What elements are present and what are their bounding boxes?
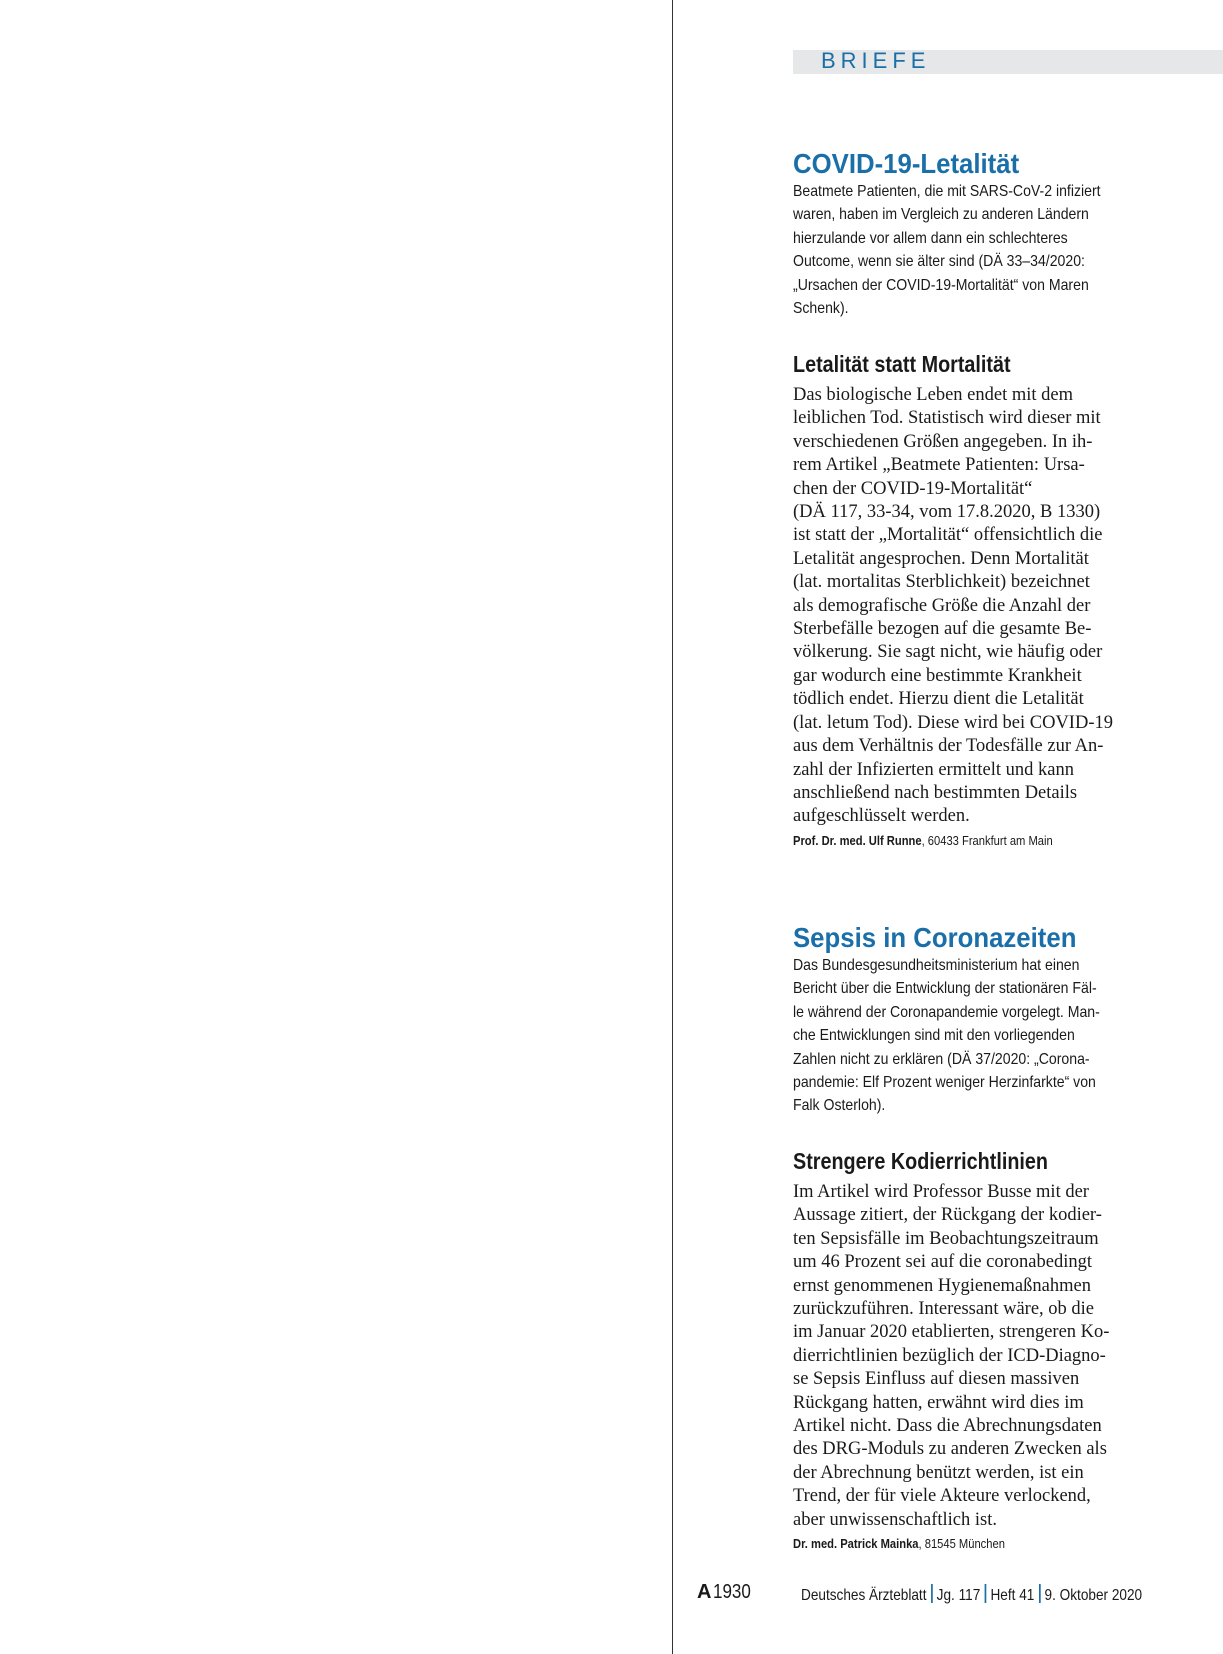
author-location: , 60433 Frankfurt am Main	[921, 832, 1053, 848]
author-location: , 81545 München	[918, 1536, 1005, 1552]
column-divider	[672, 0, 673, 1654]
article-intro: Beatmete Patienten, die mit SARS-CoV-2 infiziert waren, haben im Vergleich zu anderen Ländern hierzulande vor allem dann ein schlechteres Outcome, wenn sie älter sind (DÄ 33–34/2020: „Ursachen der COVID-19-Mortalität“ von Maren Schenk).	[793, 183, 1101, 318]
article-covid-letalitaet	[793, 148, 1123, 320]
article-sepsis-coronazeiten	[793, 922, 1123, 1118]
letter-signature	[793, 832, 1077, 850]
article-title: COVID-19-Letalität	[793, 148, 1020, 179]
letter-body: Das biologische Leben endet mit dem leiblichen Tod. Statistisch wird dieser mit verschiedenen Größen angegeben. In ih- rem Artikel „Beatmete Patienten: Ursa- chen der COVID-19-Mortalität“ (DÄ 117, 33-34, vom 17.8.2020, B 1330) ist statt der „Mortalität“ offensichtlich die Letalität angesprochen. Denn Mortalität (lat. mortalitas Sterblichkeit) bezeichnet als demografische Größe die Anzahl der Sterbefälle bezogen auf die gesamte Be- völkerung. Sie sagt nicht, wie häufig oder gar wodurch eine bestimmte Krankheit tödlich endet. Hierzu dient die Letalität (lat. letum Tod). Diese wird bei COVID-19 aus dem Verhältnis der Todesfälle zur An- zahl der Infizierten ermittelt und kann anschließend nach bestimmten Details aufgeschlüsselt werden.	[793, 385, 1113, 827]
journal-name: Deutsches Ärzteblatt	[801, 1587, 927, 1604]
journal-date: 9. Oktober 2020	[1044, 1587, 1143, 1604]
author-name: Prof. Dr. med. Ulf Runne	[793, 832, 922, 848]
article-intro: Das Bundesgesundheitsministerium hat einen Bericht über die Entwicklung der stationären Fäl- le während der Coronapandemie vorgelegt. Man- che Entwicklungen sind mit den vorliegenden Zahlen nicht zu erklären (DÄ 37/2020: „Corona- pandemie: Elf Prozent weniger Herzinfarkte“ von Falk Osterloh).	[793, 957, 1100, 1115]
article-title: Sepsis in Coronazeiten	[793, 922, 1077, 953]
page-number: 1930	[713, 1581, 751, 1603]
footer-separator	[985, 1584, 987, 1603]
page-prefix: A	[697, 1581, 712, 1603]
journal-footer	[801, 1584, 1142, 1608]
journal-issue: Heft 41	[990, 1587, 1035, 1604]
letter-kodierrichtlinien	[793, 1147, 1123, 1553]
section-label: BRIEFE	[821, 48, 931, 73]
letter-body: Im Artikel wird Professor Busse mit der Aussage zitiert, der Rückgang der kodier- ten Sepsisfälle im Beobachtungszeitraum um 46 Prozent sei auf die coronabedingt ernst genommenen Hygienemaßnahmen zurückzuführen. Interessant wäre, ob die im Januar 2020 etablierten, strengeren Ko- dierrichtlinien bezüglich der ICD-Diagno- se Sepsis Einfluss auf diesen massiven Rückgang hatten, erwähnt wird dies im Artikel nicht. Dass die Abrechnungsdaten des DRG-Moduls zu anderen Zwecken als der Abrechnung benützt werden, ist ein Trend, der für viele Akteure verlockend, aber unwissenschaftlich ist.	[793, 1182, 1110, 1530]
footer-separator	[931, 1584, 933, 1603]
footer-separator	[1039, 1584, 1041, 1603]
letter-signature	[793, 1535, 1077, 1553]
journal-volume: Jg. 117	[936, 1587, 981, 1604]
letter-letalitaet	[793, 350, 1123, 850]
author-name: Dr. med. Patrick Mainka	[793, 1536, 919, 1552]
letter-title: Letalität statt Mortalität	[793, 351, 1011, 377]
letter-title: Strengere Kodierrichtlinien	[793, 1148, 1049, 1174]
